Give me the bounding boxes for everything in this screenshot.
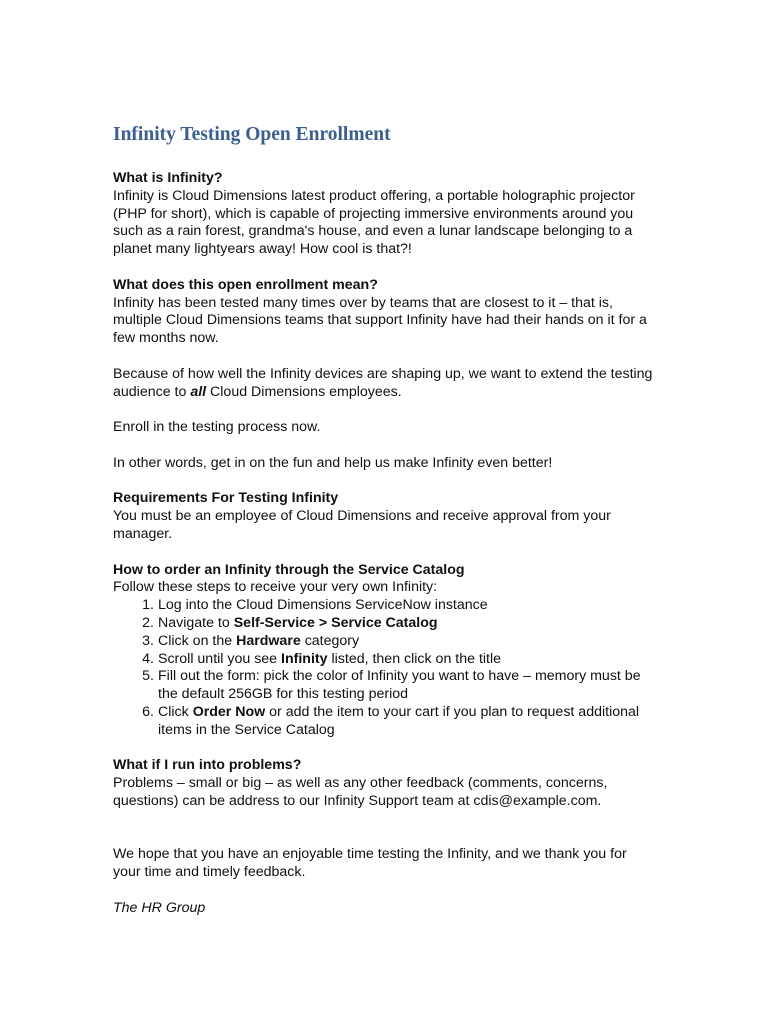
signature: The HR Group [113, 899, 206, 916]
section-paragraph: Infinity is Cloud Dimensions latest product offering, a portable holographic projector (PHP for short), which is capable of projecting immersive environments around you such as a rain forest, grandma's house, and even a lunar landscape belonging to a planet many lightyears away! How cool is that?! [113, 187, 635, 258]
step-text: or add the item to your cart if you plan to request additional items in the Service Catalog [158, 703, 640, 738]
step-text: Fill out the form: pick the color of Infinity you want to have – memory must be the default 256GB for this testing period [158, 668, 641, 703]
step-number: 3. [142, 632, 154, 649]
list-item [142, 597, 658, 615]
step-text: listed, then click on the title [327, 650, 502, 667]
text-run: Cloud Dimensions employees. [206, 383, 402, 400]
section-heading: How to order an Infinity through the Service Catalog [113, 561, 465, 578]
step-text: category [300, 632, 360, 649]
section-heading: Requirements For Testing Infinity [113, 490, 339, 507]
step-text: Scroll until you see [158, 650, 282, 667]
list-item [142, 614, 658, 633]
step-number: 1. [142, 597, 154, 614]
text-run: Because of how well the Infinity devices are shaping up, we want to extend the testing audience to [113, 365, 653, 400]
step-text: Log into the Cloud Dimensions ServiceNow instance [158, 597, 488, 614]
blank-line [113, 828, 658, 846]
step-text: Click on the [158, 632, 237, 649]
section-paragraph: Problems – small or big – as well as any other feedback (comments, concerns, questions) can be address to our Infinity Support team at cdis@example.com. [113, 775, 608, 809]
step-emphasis: Order Now [192, 703, 266, 720]
section-paragraph: Infinity has been tested many times over by teams that are closest to it – that is, multiple Cloud Dimensions teams that support Infinity have had their hands on it for a few months now. [113, 294, 647, 347]
list-item [142, 650, 658, 669]
step-text: Navigate to [158, 614, 234, 631]
emphasized-text: all [190, 383, 207, 400]
section-paragraph: You must be an employee of Cloud Dimensions and receive approval from your manager. [113, 508, 611, 542]
section-what-is [113, 170, 658, 259]
document-title: Infinity Testing Open Enrollment [113, 124, 391, 145]
paragraph-enroll-now: Enroll in the testing process now. [113, 419, 321, 436]
steps-list [113, 597, 658, 739]
step-number: 4. [142, 650, 154, 667]
step-number: 2. [142, 614, 154, 631]
document-body [113, 123, 658, 917]
section-how-to-order [113, 562, 658, 740]
step-emphasis: Self-Service > Service Catalog [233, 614, 438, 631]
paragraph-other-words: In other words, get in on the fun and help us make Infinity even better! [113, 454, 553, 471]
step-text: Click [158, 703, 193, 720]
paragraph-extend-audience [113, 366, 658, 402]
list-item [142, 632, 658, 651]
section-intro: Follow these steps to receive your very own Infinity: [113, 579, 438, 596]
step-number: 6. [142, 703, 154, 720]
step-emphasis: Infinity [281, 650, 328, 667]
section-open-enrollment [113, 277, 658, 348]
step-emphasis: Hardware [236, 632, 301, 649]
section-heading: What is Infinity? [113, 170, 223, 186]
list-item [142, 668, 658, 704]
section-heading: What does this open enrollment mean? [113, 276, 378, 293]
step-number: 5. [142, 668, 154, 685]
section-problems [113, 757, 658, 810]
closing-paragraph: We hope that you have an enjoyable time testing the Infinity, and we thank you for your time and timely feedback. [113, 846, 627, 881]
list-item [142, 703, 658, 740]
section-requirements [113, 490, 658, 543]
section-heading: What if I run into problems? [113, 757, 302, 774]
